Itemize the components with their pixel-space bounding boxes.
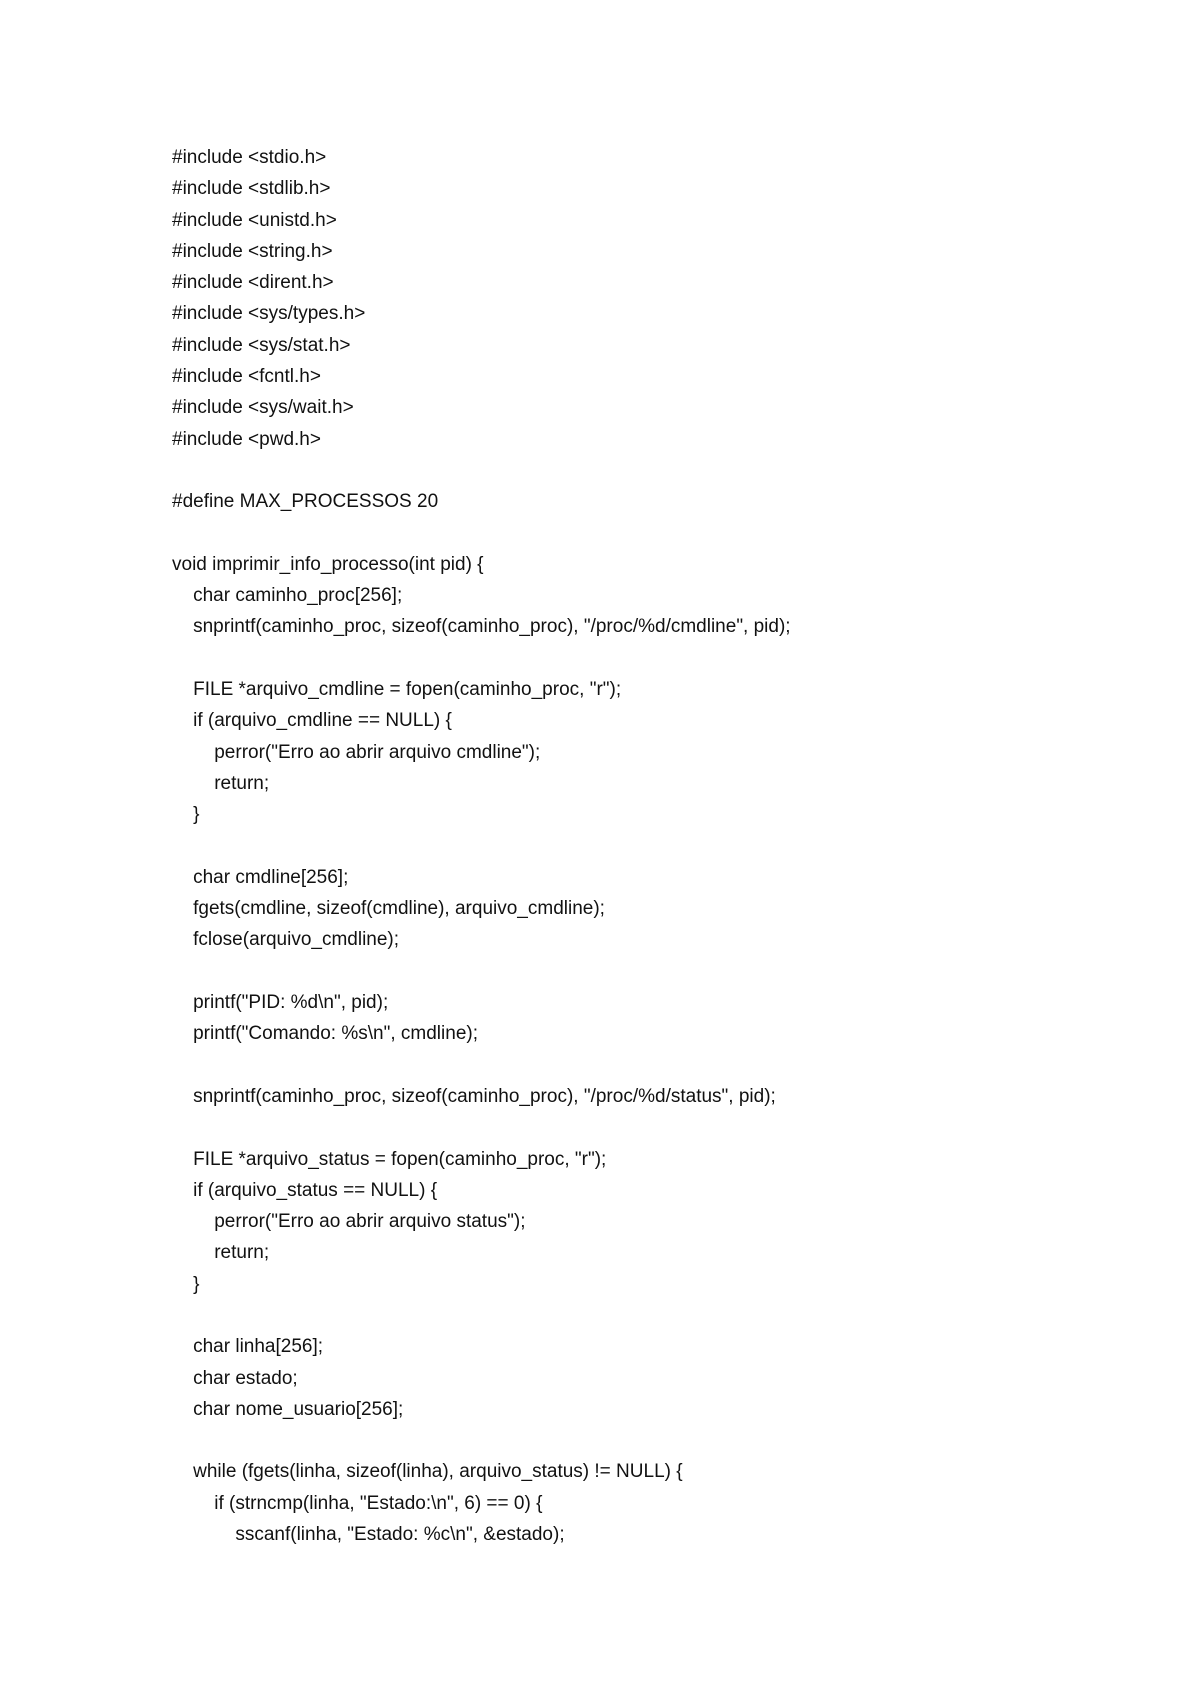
code-line: #include <pwd.h>: [172, 428, 321, 450]
code-line: }: [172, 804, 200, 826]
blank-line: [172, 956, 1132, 987]
code-line: #include <stdio.h>: [172, 147, 327, 168]
blank-line: [172, 831, 1132, 862]
blank-line: [172, 1112, 1132, 1143]
code-line: #include <stdlib.h>: [172, 178, 331, 200]
code-line: #include <sys/stat.h>: [172, 334, 351, 356]
code-line: char cmdline[256];: [172, 866, 349, 888]
code-line: if (strncmp(linha, "Estado:\n", 6) == 0) {: [172, 1492, 543, 1514]
code-line: void imprimir_info_processo(int pid) {: [172, 553, 484, 575]
code-line: }: [172, 1273, 200, 1295]
code-line: FILE *arquivo_status = fopen(caminho_proc, "r");: [172, 1148, 607, 1170]
code-line: FILE *arquivo_cmdline = fopen(caminho_proc, "r");: [172, 679, 622, 701]
code-line: char linha[256];: [172, 1336, 324, 1358]
blank-line: [172, 518, 1132, 549]
blank-line: [172, 1050, 1132, 1081]
code-line: #include <fcntl.h>: [172, 366, 321, 388]
blank-line: [172, 1300, 1132, 1331]
code-line: snprintf(caminho_proc, sizeof(caminho_proc), "/proc/%d/status", pid);: [172, 1085, 776, 1107]
blank-line: [172, 455, 1132, 486]
blank-line: [172, 643, 1132, 674]
code-line: while (fgets(linha, sizeof(linha), arquivo_status) != NULL) {: [172, 1461, 683, 1483]
code-line: #include <string.h>: [172, 240, 333, 262]
code-line: char nome_usuario[256];: [172, 1398, 404, 1420]
code-line: #include <dirent.h>: [172, 272, 334, 294]
code-line: return;: [172, 772, 270, 794]
code-line: if (arquivo_status == NULL) {: [172, 1179, 438, 1201]
code-line: snprintf(caminho_proc, sizeof(caminho_proc), "/proc/%d/cmdline", pid);: [172, 616, 791, 638]
code-line: if (arquivo_cmdline == NULL) {: [172, 710, 452, 732]
code-line: perror("Erro ao abrir arquivo status");: [172, 1211, 526, 1233]
code-line: sscanf(linha, "Estado: %c\n", &estado);: [172, 1524, 565, 1546]
code-line: perror("Erro ao abrir arquivo cmdline");: [172, 741, 541, 763]
code-line: return;: [172, 1242, 270, 1264]
code-line: #include <sys/wait.h>: [172, 397, 354, 419]
code-line: char estado;: [172, 1367, 298, 1389]
code-line: printf("Comando: %s\n", cmdline);: [172, 1023, 478, 1045]
code-line: #include <sys/types.h>: [172, 303, 366, 325]
code-line: fclose(arquivo_cmdline);: [172, 929, 400, 951]
blank-line: [172, 1425, 1132, 1456]
code-line: fgets(cmdline, sizeof(cmdline), arquivo_cmdline);: [172, 898, 605, 920]
code-line: #include <unistd.h>: [172, 209, 337, 231]
code-line: char caminho_proc[256];: [172, 585, 403, 607]
code-line: #define MAX_PROCESSOS 20: [172, 491, 439, 513]
code-line: printf("PID: %d\n", pid);: [172, 992, 389, 1014]
code-listing: [172, 142, 1132, 1550]
